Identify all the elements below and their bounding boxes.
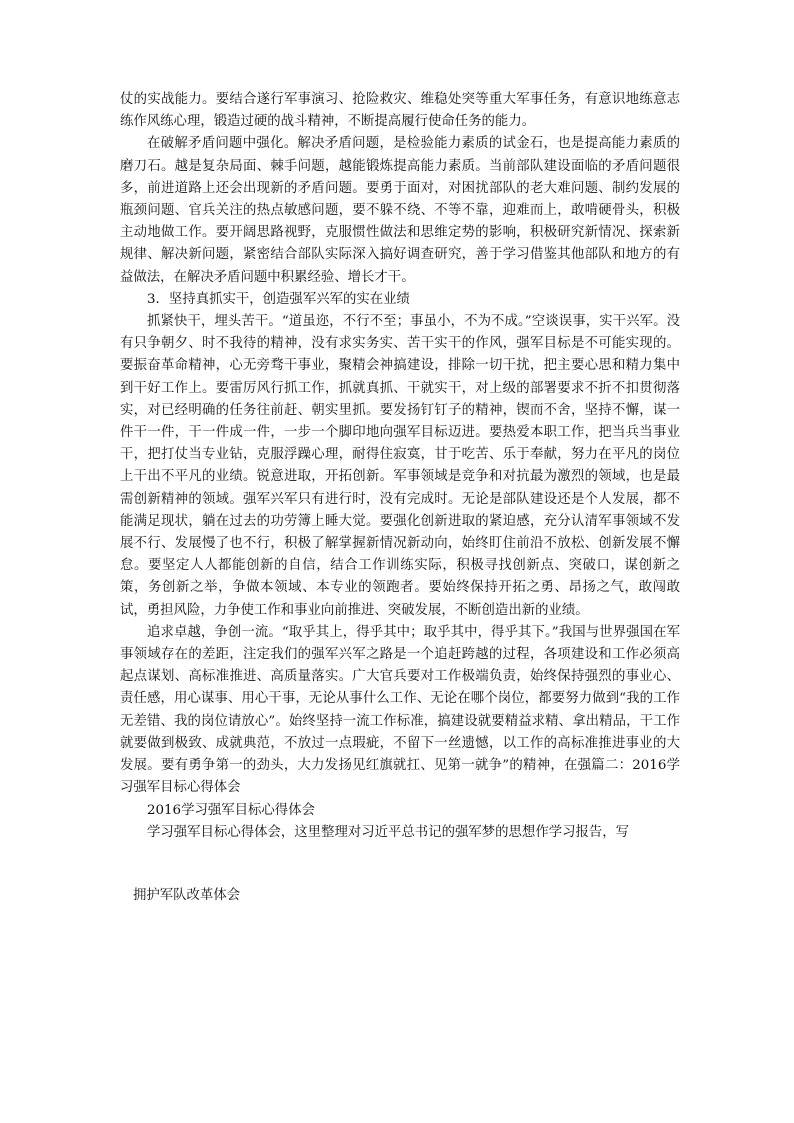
paragraph-5: 追求卓越，争创一流。“取乎其上，得乎其中；取乎其中，得乎其下。”我国与世界强国在军事领域存在的差距，注定我们的强军兴军之路是一个追赶跨越的过程，各项建设和工作必须高起点谋划、高标准推进、高质量落实。广大官兵要对工作极端负责，始终保持强烈的事业心、责任感，用心谋事、用心干事，无论从事什么工作、无论在哪个岗位，都要努力做到“我的工作无差错、我的岗位请放心”。始终坚持一流工作标准，搞建设就要精益求精、拿出精品，干工作就要做到极致、成就典范，不放过一点瑕疵，不留下一丝遗憾，以工作的高标准推进事业的大发展。要有勇争第一的劲头，大力发扬见红旗就扛、见第一就争”的精神，在强篇二：2016学习强军目标心得体会: [120, 624, 680, 796]
paragraph-4: 抓紧快干，埋头苦干。“道虽迩，不行不至；事虽小，不为不成。”空谈误事，实干兴军。没有只争朝夕、时不我待的精神，没有求实务实、苦干实干的作风，强军目标是不可能实现的。要振奋革命精神，心无旁骛干事业，聚精会神搞建设，排除一切干扰，把主要心思和精力集中到干好工作上。要雷厉风行抓工作，抓就真抓、干就实干，对上级的部署要求不折不扣贯彻落实，对已经明确的任务往前赶、朝实里抓。要发扬钉钉子的精神，锲而不舍，坚持不懈，谋一件干一件，干一件成一件，一步一个脚印地向强军目标迈进。要热爱本职工作，把当兵当事业干，把打仗当专业钻，克服浮躁心理，耐得住寂寞，甘于吃苦、乐于奉献，努力在平凡的岗位上干出不平凡的业绩。锐意进取，开拓创新。军事领域是竞争和对抗最为激烈的领域，也是最需创新精神的领域。强军兴军只有进行时，没有完成时。无论是部队建设还是个人发展，都不能满足现状，躺在过去的功劳簿上睡大觉。要强化创新进取的紧迫感，充分认清军事领域不发展不行、发展慢了也不行，积极了解掌握新情况新动向，始终盯住前沿不放松、创新发展不懈怠。要坚定人人都能创新的自信，结合工作训练实际，积极寻找创新点、突破口，谋创新之策，务创新之举，争做本领域、本专业的领跑者。要始终保持开拓之勇、昂扬之气，敢闯敢试，勇担风险，力争使工作和事业向前推进、突破发展，不断创造出新的业绩。: [120, 314, 680, 618]
paragraph-7: 学习强军目标心得体会，这里整理对习近平总书记的强军梦的思想作学习报告，写: [147, 824, 630, 840]
paragraph-2: 在破解矛盾问题中强化。解决矛盾问题，是检验能力素质的试金石，也是提高能力素质的磨刀石。越是复杂局面、棘手问题，越能锻炼提高能力素质。当前部队建设面临的矛盾问题很多，前进道路上还会出现新的矛盾问题。要勇于面对，对困扰部队的老大难问题、制约发展的瓶颈问题、官兵关注的热点敏感问题，要不躲不绕、不等不靠，迎难而上，敢啃硬骨头，积极主动地做工作。要开阔思路视野，克服惯性做法和思维定势的影响，积极研究新情况、探索新规律、解决新问题，紧密结合部队实际深入搞好调查研究，善于学习借鉴其他部队和地方的有益做法，在解决矛盾问题中积累经验、增长才干。: [120, 136, 680, 285]
paragraph-1: 仗的实战能力。要结合遂行军事演习、抢险救灾、维稳处突等重大军事任务，有意识地练意志练作风练心理，锻造过硬的战斗精神，不断提高履行使命任务的能力。: [120, 92, 680, 130]
section-heading-3: 3．坚持真抓实干，创造强军兴军的实在业绩: [147, 291, 410, 307]
footer-label: 拥护军队改革体会: [133, 888, 241, 903]
document-body: [120, 89, 680, 844]
subtitle-2016: 2016学习强军目标心得体会: [147, 802, 315, 818]
